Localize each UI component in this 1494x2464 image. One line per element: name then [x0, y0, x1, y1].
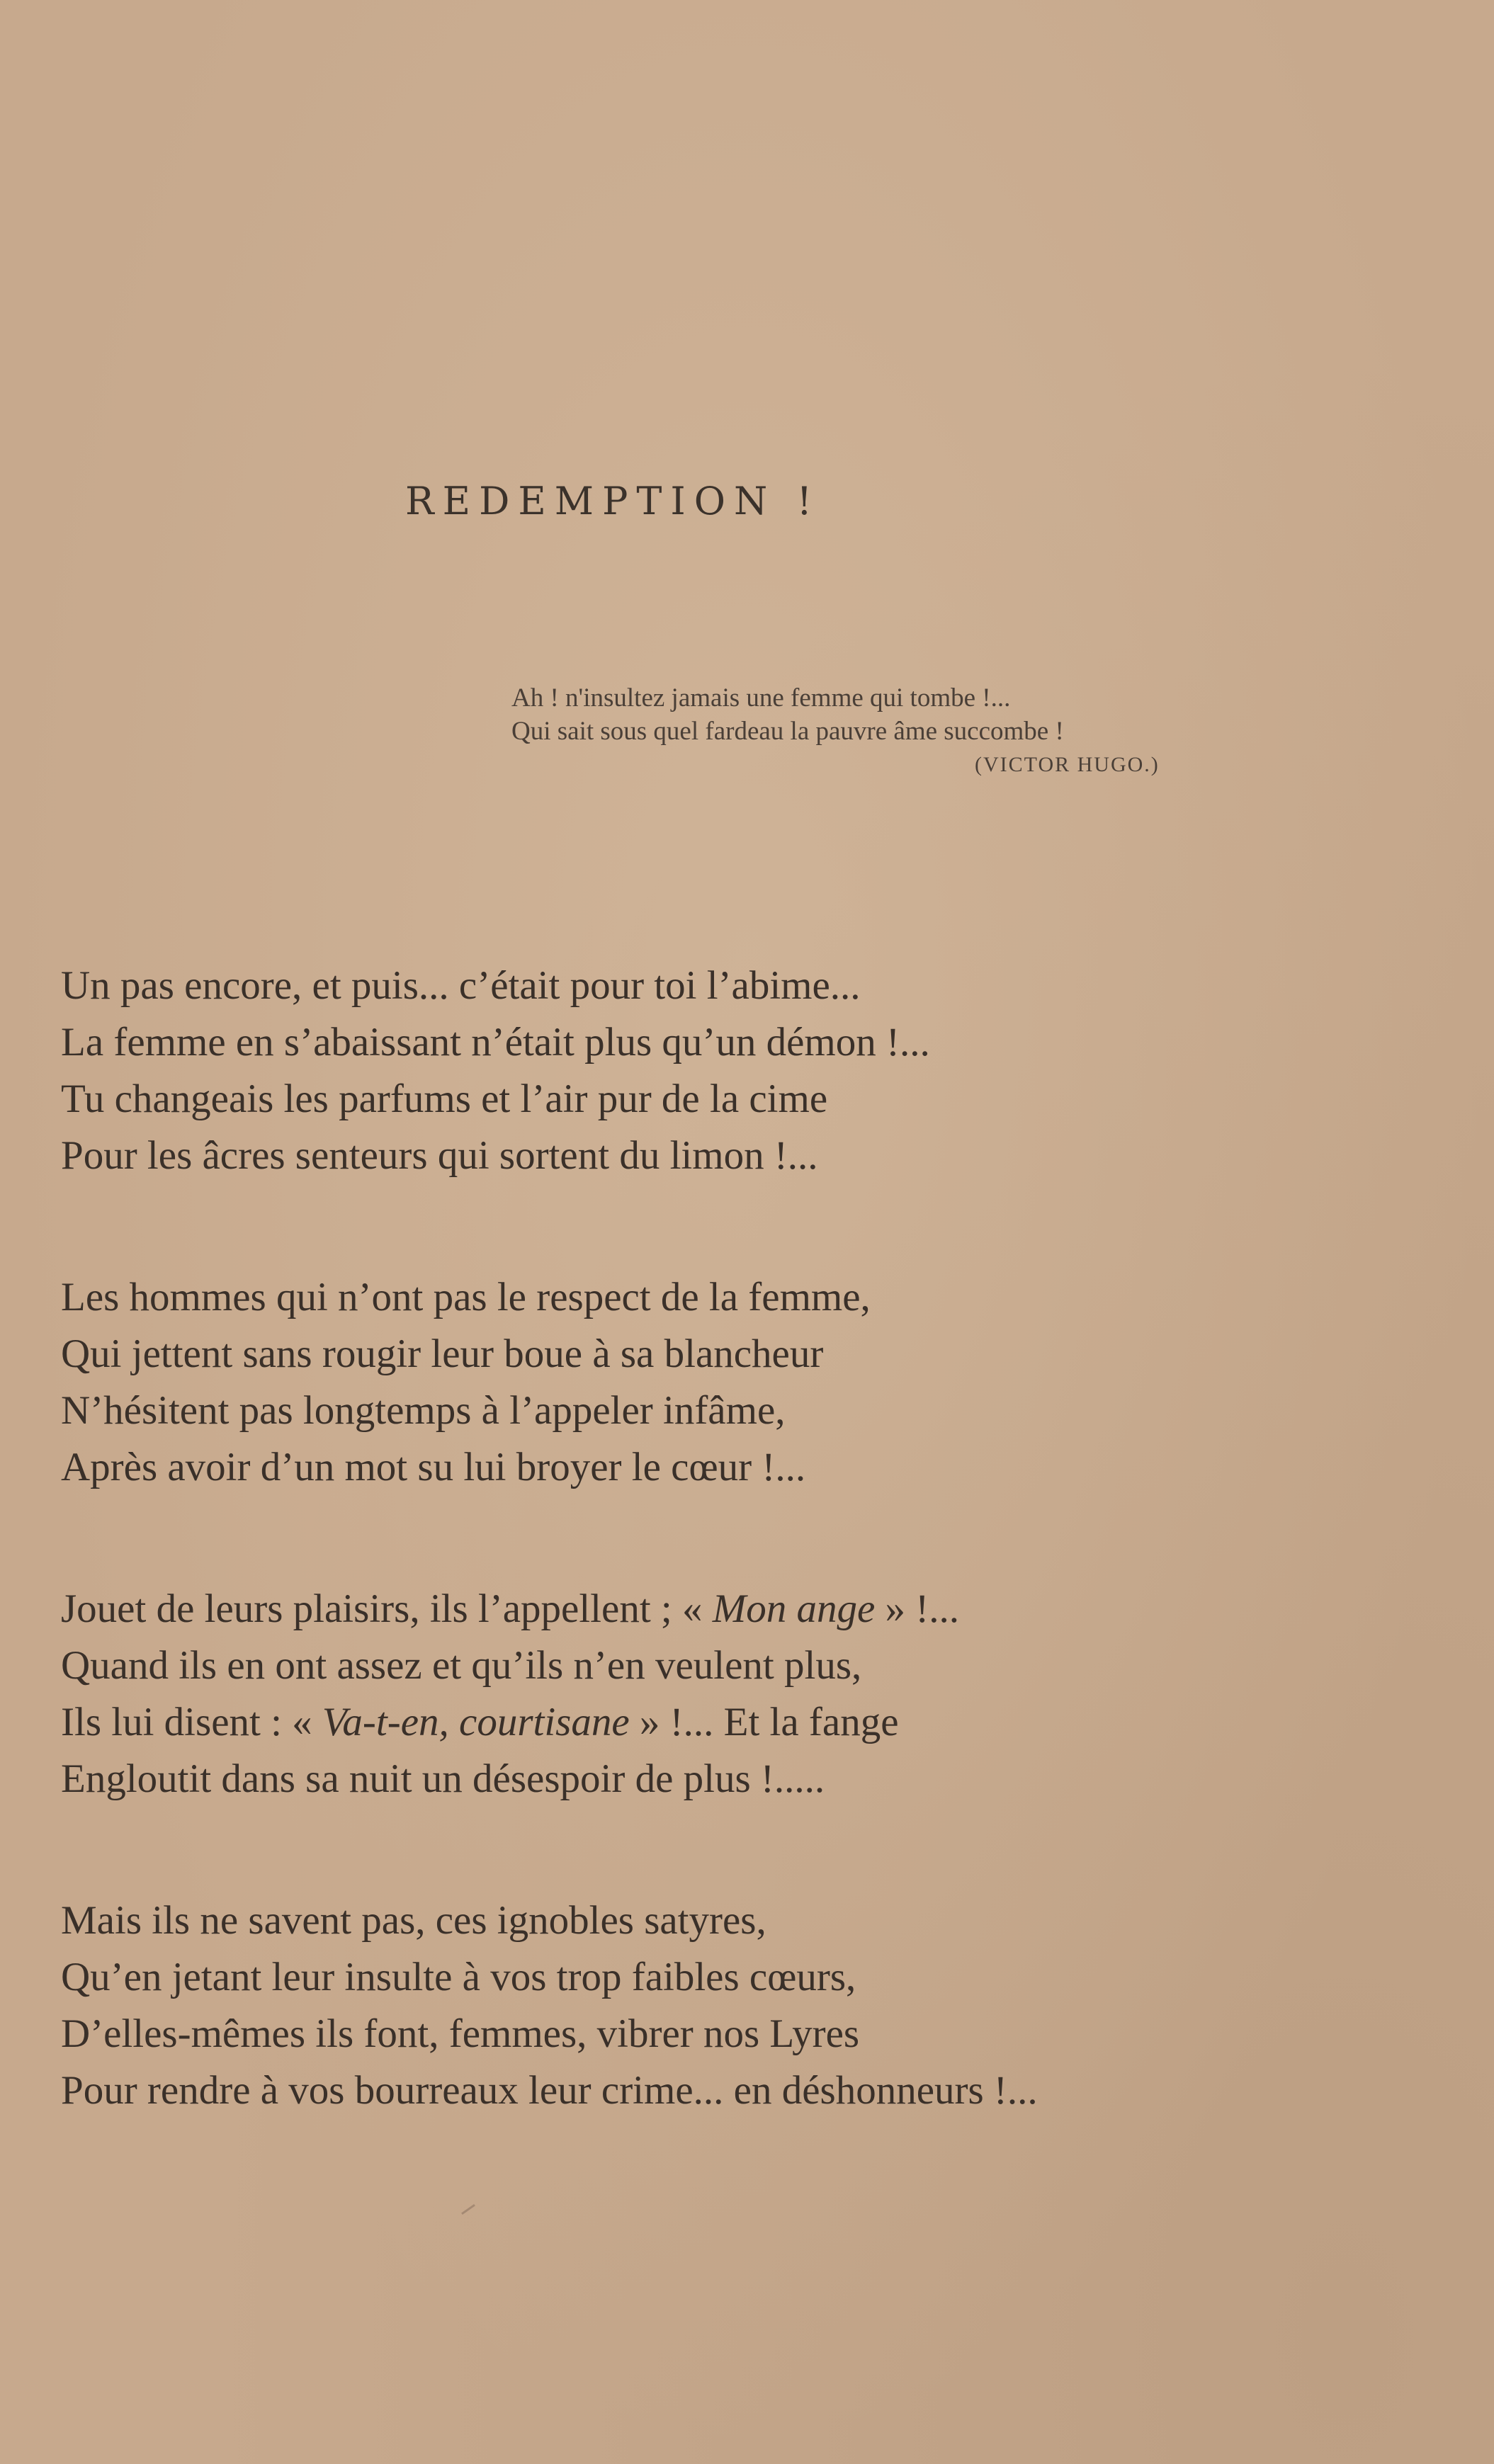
verse-line: N’hésitent pas longtemps à l’appeler infâme,: [61, 1388, 786, 1433]
stanza: [61, 1269, 1407, 1496]
epigraph-line: Ah ! n'insultez jamais une femme qui tombe !...: [511, 683, 1011, 712]
verse-line: Qui jettent sans rougir leur boue à sa blancheur: [61, 1332, 824, 1376]
epigraph-line: Qui sait sous quel fardeau la pauvre âme succombe !: [511, 717, 1064, 746]
verse-text: » !... Et la fange: [629, 1700, 899, 1744]
poem-body: [61, 958, 1407, 2204]
verse-line: Engloutit dans sa nuit un désespoir de plus !.....: [61, 1756, 825, 1801]
verse-line: Tu changeais les parfums et l’air pur de la cime: [61, 1077, 828, 1121]
verse-line: Mais ils ne savent pas, ces ignobles satyres,: [61, 1898, 766, 1943]
verse-text: Jouet de leurs plaisirs, ils l’appellent ; «: [61, 1586, 713, 1631]
verse-line: [61, 1694, 1407, 1751]
paper-speck: [461, 2204, 475, 2215]
verse-line: Quand ils en ont assez et qu’ils n’en veulent plus,: [61, 1643, 862, 1688]
stanza: [61, 958, 1407, 1184]
poem-title: REDEMPTION !: [405, 479, 821, 523]
verse-line: Un pas encore, et puis... c’était pour toi l’abime...: [61, 963, 861, 1008]
verse-line: Les hommes qui n’ont pas le respect de la femme,: [61, 1275, 871, 1319]
verse-line: Après avoir d’un mot su lui broyer le cœur !...: [61, 1445, 806, 1489]
verse-line: Qu’en jetant leur insulte à vos trop faibles cœurs,: [61, 1955, 856, 1999]
verse-italic-quote: Mon ange: [712, 1586, 876, 1631]
stanza: [61, 1892, 1407, 2119]
verse-text: Ils lui disent : «: [61, 1700, 322, 1744]
verse-line: La femme en s’abaissant n’était plus qu’un démon !...: [61, 1020, 930, 1064]
verse-line: Pour les âcres senteurs qui sortent du limon !...: [61, 1133, 818, 1178]
stanza: [61, 1581, 1407, 1807]
epigraph: [511, 681, 1298, 781]
epigraph-attribution: (VICTOR HUGO.): [975, 753, 1160, 776]
verse-text: » !...: [875, 1586, 960, 1631]
verse-italic-quote: Va-t-en, courtisane: [322, 1700, 630, 1744]
verse-line: Pour rendre à vos bourreaux leur crime... en déshonneurs !...: [61, 2068, 1038, 2113]
verse-line: D’elles-mêmes ils font, femmes, vibrer nos Lyres: [61, 2011, 860, 2056]
verse-line: [61, 1581, 1407, 1637]
